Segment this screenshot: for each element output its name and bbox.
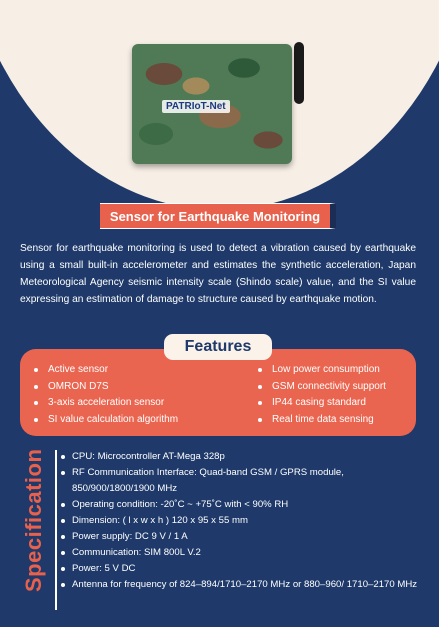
camouflage-casing xyxy=(132,44,292,164)
specification-heading: Specification xyxy=(21,448,46,592)
specification-divider xyxy=(55,450,57,610)
feature-item: Active sensor xyxy=(34,362,178,379)
features-right-list xyxy=(258,362,386,428)
page-title: Sensor for Earthquake Monitoring xyxy=(100,203,336,229)
spec-item: CPU: Microcontroller AT-Mega 328p xyxy=(60,449,420,465)
spec-item: Communication: SIM 800L V.2 xyxy=(60,545,420,561)
spec-item: Operating condition: -20˚C ~ +75˚C with < 90% RH xyxy=(60,497,420,513)
feature-item: IP44 casing standard xyxy=(258,395,386,412)
spec-item: Antenna for frequency of 824–894/1710–2170 MHz or 880–960/ 1710–2170 MHz xyxy=(60,577,420,593)
description-paragraph: Sensor for earthquake monitoring is used to detect a vibration caused by earthquake using a small built-in accelerometer and estimates the synthetic acceleration, Japan Meteorological Agency seismic intensity scale (Shindo scale) value, and the SI value expressing an estimation of damage to structure caused by earthquake motion. xyxy=(20,243,416,305)
feature-item: GSM connectivity support xyxy=(258,379,386,396)
sensor-device-image xyxy=(128,38,318,168)
feature-item: SI value calculation algorithm xyxy=(34,412,178,429)
feature-item: 3-axis acceleration sensor xyxy=(34,395,178,412)
features-heading: Features xyxy=(164,334,272,360)
spec-item: Power supply: DC 9 V / 1 A xyxy=(60,529,420,545)
spec-item: RF Communication Interface: Quad-band GSM / GPRS module, 850/900/1800/1900 MHz xyxy=(60,465,420,497)
specification-list xyxy=(60,449,420,593)
feature-item: Real time data sensing xyxy=(258,412,386,429)
spec-item: Dimension: ( l x w x h ) 120 x 95 x 55 mm xyxy=(60,513,420,529)
antenna-icon xyxy=(294,42,304,104)
feature-item: Low power consumption xyxy=(258,362,386,379)
features-left-list xyxy=(34,362,178,428)
feature-item: OMRON D7S xyxy=(34,379,178,396)
device-brand-label: PATRIoT-Net xyxy=(162,100,230,113)
spec-item: Power: 5 V DC xyxy=(60,561,420,577)
